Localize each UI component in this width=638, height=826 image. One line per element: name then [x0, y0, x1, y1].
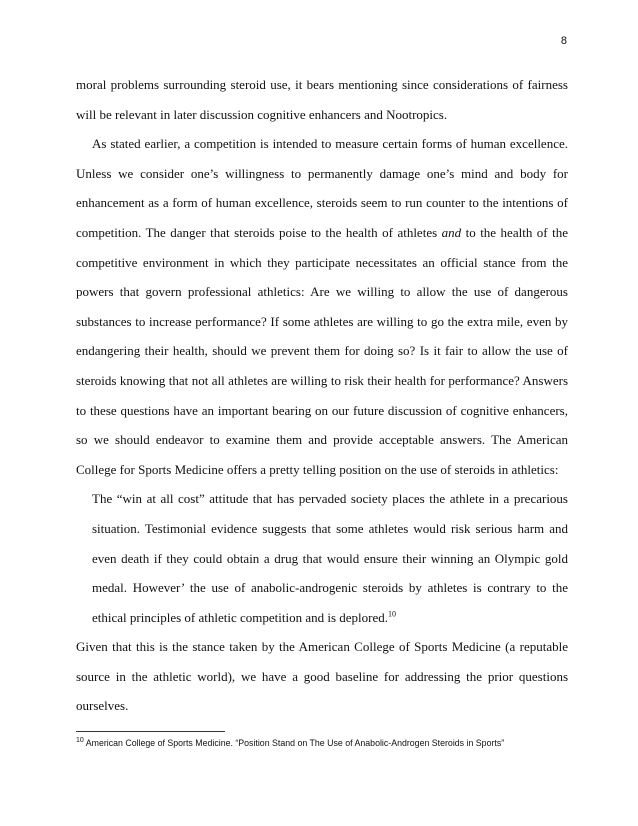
paragraph-conclusion: Given that this is the stance taken by the American College of Sports Medicine (a reputable source in the athletic world), we have a good baseline for addressing the prior questions ourselves. [76, 639, 568, 714]
footnote-text: American College of Sports Medicine. “Position Stand on The Use of Anabolic-Androgen Steroids in Sports” [83, 738, 505, 748]
footnote-reference[interactable]: 10 [388, 609, 397, 619]
paragraph-competition [76, 129, 568, 484]
footnote [76, 738, 576, 748]
paragraph-competition-part-1: As stated earlier, a competition is intended to measure certain forms of human excellence. Unless we consider one’s willingness to permanently damage one’s mind and body for enhancement as a form of human excellence, steroids seem to run counter to the intentions of competition. The danger that steroids poise to the health of athletes [76, 136, 568, 240]
paragraph-continuation: moral problems surrounding steroid use, it bears mentioning since considerations of fairness will be relevant in later discussion cognitive enhancers and Nootropics. [76, 77, 568, 122]
block-quote-text [92, 484, 568, 632]
block-quote [76, 484, 568, 632]
page-number: 8 [560, 35, 567, 47]
block-quote-body: The “win at all cost” attitude that has pervaded society places the athlete in a precarious situation. Testimonial evidence suggests that some athletes would risk serious harm and even death if they could obtain a drug that would ensure their winning an Olympic gold medal. However’ the use of anabolic-androgenic steroids by athletes is contrary to the ethical principles of athletic competition and is deplored. [92, 491, 568, 625]
footnote-divider [76, 731, 225, 732]
paragraph-competition-part-2: to the health of the competitive environment in which they participate necessitates an official stance from the powers that govern professional athletics: Are we willing to allow the use of dangerous substances to increase performance? If some athletes are willing to go the extra mile, even by endangering their health, should we prevent them for doing so? Is it fair to allow the use of steroids knowing that not all athletes are willing to risk their health for performance? Answers to these questions have an important bearing on our future discussion of cognitive enhancers, so we should endeavor to examine them and provide acceptable answers. The American College for Sports Medicine offers a pretty telling position on the use of steroids in athletics: [76, 224, 568, 477]
body-text [76, 70, 568, 721]
emphasis-and: and [441, 224, 462, 240]
footnote-marker: 10 [76, 737, 84, 745]
